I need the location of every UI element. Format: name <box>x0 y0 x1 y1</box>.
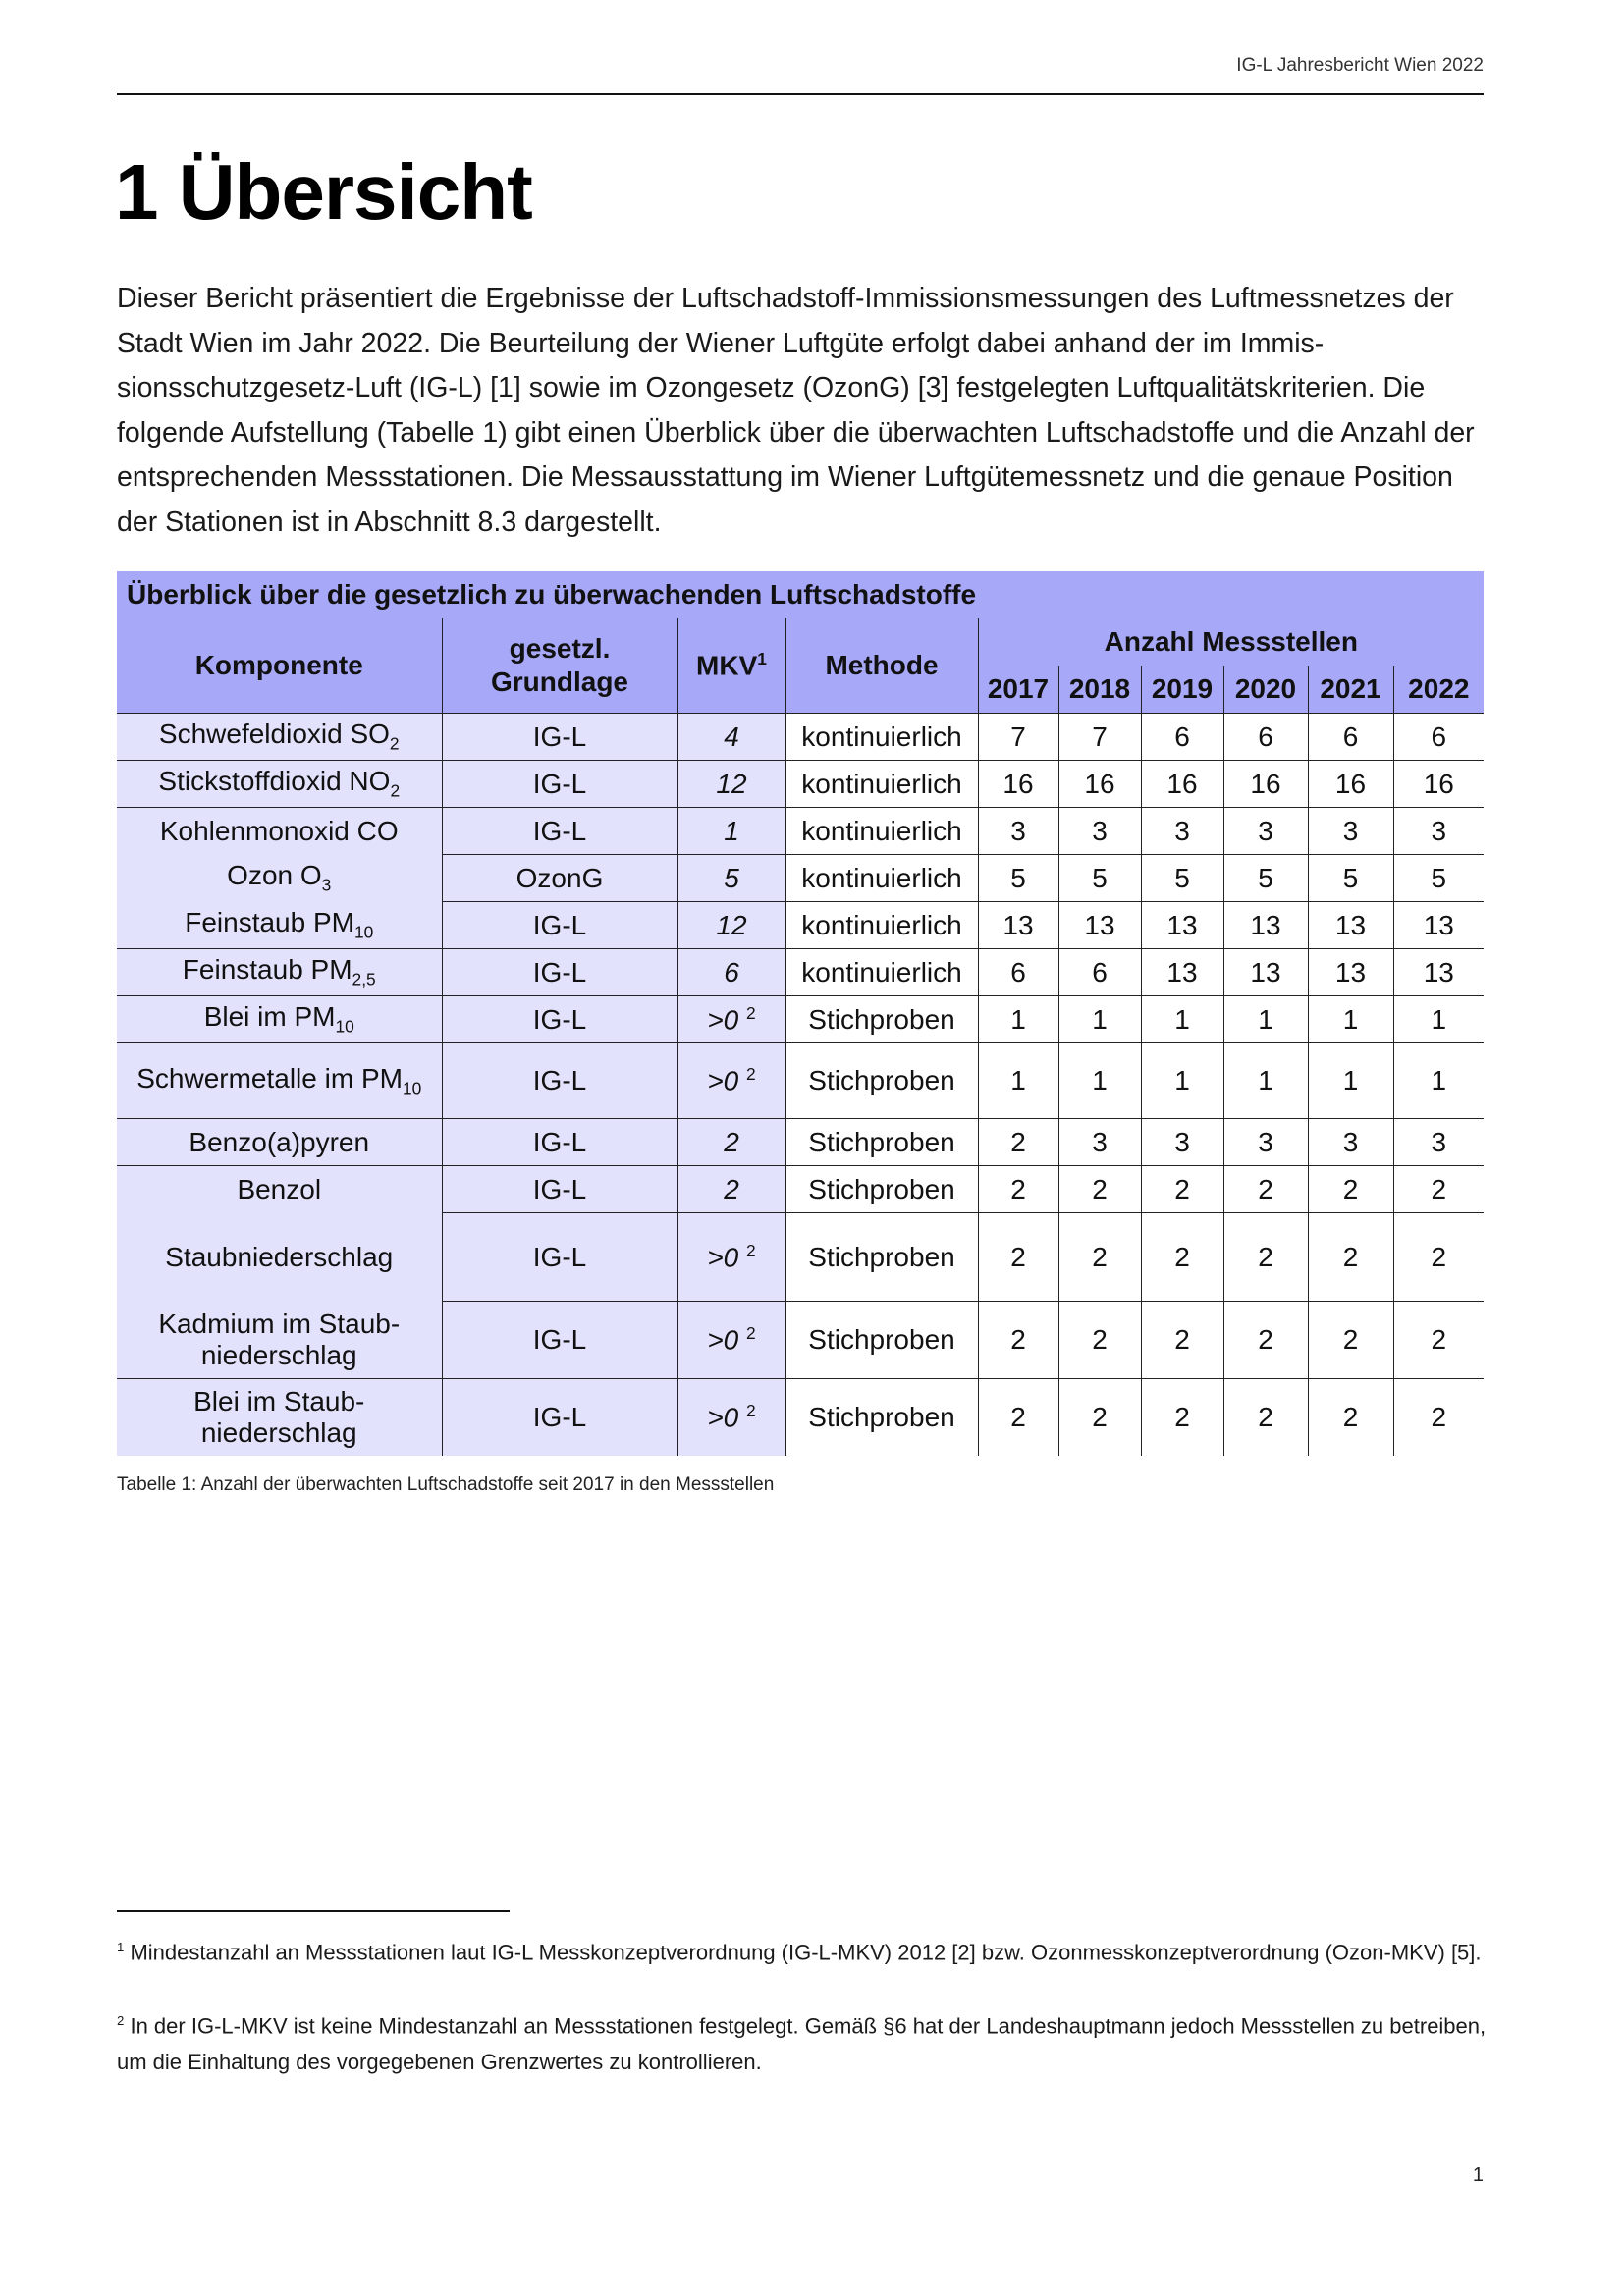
mkv-footnote-mark: 2 <box>746 1401 756 1421</box>
cell-count: 3 <box>1393 808 1484 855</box>
cell-mkv <box>677 949 785 996</box>
cell-mkv <box>677 1119 785 1166</box>
intro-paragraph: Dieser Bericht präsentiert die Ergebnisse der Luftschadstoff-Immissionsmessungen des Luftmessnetzes der Stadt Wien im Jahr 2022. Die Beurteilung der Wiener Luftgüte erfolgt dabei anhand der im Immissionsschutzgesetz-Luft (IG-L) [1] sowie im Ozongesetz (OzonG) [3] festgelegten Luftqualitätskriterien. Die folgende Aufstellung (Tabelle 1) gibt einen Überblick über die überwachten Luftschadstoffe und die Anzahl der entsprechenden Messstationen. Die Messausstattung im Wiener Luftgütemessnetz und die genaue Position der Stationen ist in Abschnitt 8.3 dargestellt. <box>117 283 1475 538</box>
komponente-subscript: 3 <box>321 875 332 895</box>
cell-count: 2 <box>1058 1213 1141 1302</box>
cell-komponente <box>117 1379 442 1457</box>
table-row <box>117 949 1484 996</box>
mkv-value: >0 <box>707 1242 739 1273</box>
cell-count: 2 <box>1223 1379 1308 1457</box>
table-row <box>117 1043 1484 1119</box>
komponente-name: Benzol <box>237 1173 322 1204</box>
cell-mkv <box>677 808 785 855</box>
table-row <box>117 1119 1484 1166</box>
cell-count: 5 <box>1141 855 1223 902</box>
cell-count: 2 <box>978 1302 1058 1379</box>
cell-count: 13 <box>978 902 1058 949</box>
cell-count: 2 <box>978 1213 1058 1302</box>
cell-grundlage: IG-L <box>442 1119 677 1166</box>
komponente-subscript: 2,5 <box>352 969 376 989</box>
cell-count: 1 <box>1058 996 1141 1043</box>
cell-mkv <box>677 761 785 808</box>
table-header-row <box>117 618 1484 666</box>
cell-count: 1 <box>1308 996 1393 1043</box>
header-year: 2019 <box>1141 666 1223 714</box>
cell-grundlage: IG-L <box>442 1043 677 1119</box>
cell-count: 13 <box>1223 949 1308 996</box>
cell-count: 13 <box>1141 902 1223 949</box>
cell-komponente <box>117 1043 442 1119</box>
cell-grundlage: IG-L <box>442 902 677 949</box>
cell-komponente <box>117 949 442 996</box>
cell-komponente <box>117 1213 442 1302</box>
header-komponente: Komponente <box>117 618 442 714</box>
cell-count: 1 <box>1223 996 1308 1043</box>
header-anzahl: Anzahl Messstellen <box>978 618 1484 666</box>
cell-count: 13 <box>1308 902 1393 949</box>
cell-count: 2 <box>1141 1302 1223 1379</box>
cell-count: 3 <box>1223 808 1308 855</box>
cell-grundlage: IG-L <box>442 1379 677 1457</box>
cell-count: 2 <box>1393 1166 1484 1213</box>
cell-count: 3 <box>1308 1119 1393 1166</box>
mkv-value: 12 <box>716 909 747 940</box>
cell-grundlage: IG-L <box>442 949 677 996</box>
cell-count: 2 <box>1223 1166 1308 1213</box>
cell-count: 2 <box>1308 1302 1393 1379</box>
cell-mkv <box>677 1213 785 1302</box>
cell-count: 2 <box>1058 1379 1141 1457</box>
komponente-subscript: 2 <box>389 733 400 754</box>
mkv-footnote-mark: 2 <box>746 1323 756 1344</box>
cell-mkv <box>677 1166 785 1213</box>
mkv-value: 5 <box>724 862 739 893</box>
komponente-name: Stickstoffdioxid NO <box>158 766 391 797</box>
cell-count: 2 <box>1223 1213 1308 1302</box>
header-rule <box>117 93 1484 95</box>
page-number: 1 <box>1472 2164 1484 2186</box>
cell-count: 2 <box>1058 1166 1141 1213</box>
cell-count: 13 <box>1308 949 1393 996</box>
header-mkv-footnote-mark: 1 <box>757 649 767 669</box>
cell-count: 16 <box>1058 761 1141 808</box>
komponente-name: Feinstaub PM <box>182 954 352 986</box>
cell-count: 3 <box>1141 1119 1223 1166</box>
cell-methode: Stichproben <box>785 996 978 1043</box>
komponente-name: Kohlenmonoxid CO <box>159 815 399 846</box>
cell-methode: Stichproben <box>785 1119 978 1166</box>
cell-count: 6 <box>1308 714 1393 761</box>
cell-count: 2 <box>1308 1379 1393 1457</box>
cell-count: 5 <box>1223 855 1308 902</box>
mkv-footnote-mark: 2 <box>746 1002 756 1023</box>
table-row <box>117 714 1484 761</box>
table-row <box>117 808 1484 855</box>
cell-grundlage: IG-L <box>442 996 677 1043</box>
cell-komponente <box>117 1166 442 1213</box>
cell-count: 7 <box>978 714 1058 761</box>
cell-count: 5 <box>978 855 1058 902</box>
cell-grundlage: IG-L <box>442 714 677 761</box>
cell-komponente <box>117 855 442 902</box>
table-row <box>117 996 1484 1043</box>
cell-methode: Stichproben <box>785 1043 978 1119</box>
mkv-value: >0 <box>707 1004 739 1036</box>
komponente-name: Staubniederschlag <box>165 1241 394 1272</box>
cell-mkv <box>677 996 785 1043</box>
mkv-value: 1 <box>724 815 739 846</box>
header-year: 2017 <box>978 666 1058 714</box>
table-row <box>117 1379 1484 1457</box>
table-row <box>117 1213 1484 1302</box>
table-row <box>117 761 1484 808</box>
mkv-value: 12 <box>716 768 747 799</box>
cell-count: 1 <box>1393 996 1484 1043</box>
cell-count: 13 <box>1393 902 1484 949</box>
komponente-name: Blei im PM <box>203 1001 336 1033</box>
mkv-value: 4 <box>724 721 739 752</box>
komponente-name: Kadmium im Staub- niederschlag <box>158 1308 401 1370</box>
mkv-value: 2 <box>724 1173 739 1204</box>
cell-methode: Stichproben <box>785 1379 978 1457</box>
cell-grundlage: IG-L <box>442 1213 677 1302</box>
cell-count: 3 <box>1141 808 1223 855</box>
cell-grundlage: IG-L <box>442 1166 677 1213</box>
cell-count: 2 <box>1393 1213 1484 1302</box>
header-year: 2022 <box>1393 666 1484 714</box>
komponente-subscript: 2 <box>390 780 401 801</box>
komponente-name: Schwermetalle im PM <box>136 1062 403 1094</box>
footnote-2-mark: 2 <box>117 2013 125 2028</box>
cell-count: 2 <box>1141 1213 1223 1302</box>
cell-count: 6 <box>1141 714 1223 761</box>
cell-mkv <box>677 1043 785 1119</box>
komponente-name: Ozon O <box>227 860 322 891</box>
cell-count: 3 <box>1393 1119 1484 1166</box>
cell-count: 13 <box>1058 902 1141 949</box>
footnote-2 <box>117 2002 1487 2080</box>
cell-mkv <box>677 855 785 902</box>
mkv-value: >0 <box>707 1065 739 1096</box>
overview-table-wrapper <box>117 571 1484 1456</box>
table-row <box>117 1302 1484 1379</box>
mkv-value: >0 <box>707 1324 739 1356</box>
cell-count: 3 <box>1308 808 1393 855</box>
overview-table <box>117 571 1484 1456</box>
header-year: 2021 <box>1308 666 1393 714</box>
cell-count: 7 <box>1058 714 1141 761</box>
cell-count: 1 <box>1223 1043 1308 1119</box>
cell-count: 6 <box>1223 714 1308 761</box>
cell-mkv <box>677 1379 785 1457</box>
table-title: Überblick über die gesetzlich zu überwachenden Luftschadstoffe <box>117 571 1484 618</box>
cell-komponente <box>117 714 442 761</box>
table-title-row <box>117 571 1484 618</box>
header-year: 2020 <box>1223 666 1308 714</box>
cell-count: 2 <box>1141 1379 1223 1457</box>
cell-count: 16 <box>978 761 1058 808</box>
cell-komponente <box>117 808 442 855</box>
running-header: IG-L Jahresbericht Wien 2022 <box>1236 55 1484 76</box>
cell-count: 2 <box>1393 1302 1484 1379</box>
cell-count: 6 <box>1058 949 1141 996</box>
table-row <box>117 1166 1484 1213</box>
table-caption: Tabelle 1: Anzahl der überwachten Luftschadstoffe seit 2017 in den Messstellen <box>117 1474 775 1495</box>
cell-count: 2 <box>978 1166 1058 1213</box>
cell-count: 3 <box>978 808 1058 855</box>
cell-count: 1 <box>1308 1043 1393 1119</box>
cell-count: 13 <box>1141 949 1223 996</box>
cell-komponente <box>117 1302 442 1379</box>
table-row <box>117 855 1484 902</box>
cell-count: 2 <box>1223 1302 1308 1379</box>
cell-methode: kontinuierlich <box>785 761 978 808</box>
komponente-name: Schwefeldioxid SO <box>158 719 390 750</box>
header-grundlage: gesetzl. Grundlage <box>442 618 677 714</box>
cell-count: 2 <box>1393 1379 1484 1457</box>
cell-count: 5 <box>1308 855 1393 902</box>
cell-count: 16 <box>1393 761 1484 808</box>
cell-grundlage: IG-L <box>442 1302 677 1379</box>
cell-komponente <box>117 761 442 808</box>
komponente-subscript: 10 <box>353 922 374 942</box>
cell-methode: Stichproben <box>785 1302 978 1379</box>
cell-count: 5 <box>1393 855 1484 902</box>
komponente-name: Blei im Staub- niederschlag <box>193 1386 365 1448</box>
cell-count: 3 <box>1058 808 1141 855</box>
footnote-rule <box>117 1910 510 1912</box>
footnote-1-mark: 1 <box>117 1940 125 1954</box>
cell-mkv <box>677 902 785 949</box>
cell-count: 1 <box>1058 1043 1141 1119</box>
table-row <box>117 902 1484 949</box>
cell-methode: kontinuierlich <box>785 902 978 949</box>
header-year: 2018 <box>1058 666 1141 714</box>
cell-komponente <box>117 902 442 949</box>
cell-mkv <box>677 1302 785 1379</box>
cell-count: 1 <box>1141 996 1223 1043</box>
cell-count: 2 <box>1308 1213 1393 1302</box>
table-body <box>117 714 1484 1457</box>
komponente-name: Feinstaub PM <box>185 906 354 937</box>
header-mkv <box>677 618 785 714</box>
header-methode: Methode <box>785 618 978 714</box>
cell-methode: Stichproben <box>785 1166 978 1213</box>
cell-komponente <box>117 996 442 1043</box>
cell-count: 2 <box>1308 1166 1393 1213</box>
komponente-subscript: 10 <box>402 1078 422 1098</box>
cell-count: 13 <box>1223 902 1308 949</box>
cell-methode: Stichproben <box>785 1213 978 1302</box>
cell-count: 6 <box>978 949 1058 996</box>
cell-count: 1 <box>978 996 1058 1043</box>
cell-count: 3 <box>1223 1119 1308 1166</box>
mkv-footnote-mark: 2 <box>746 1240 756 1260</box>
cell-count: 6 <box>1393 714 1484 761</box>
cell-count: 5 <box>1058 855 1141 902</box>
cell-methode: kontinuierlich <box>785 855 978 902</box>
cell-count: 2 <box>978 1379 1058 1457</box>
header-mkv-label: MKV <box>696 650 758 681</box>
cell-methode: kontinuierlich <box>785 714 978 761</box>
mkv-value: 2 <box>724 1126 739 1157</box>
komponente-name: Benzo(a)pyren <box>189 1126 370 1157</box>
komponente-subscript: 10 <box>335 1016 354 1037</box>
cell-count: 2 <box>1141 1166 1223 1213</box>
cell-count: 2 <box>1058 1302 1141 1379</box>
cell-count: 16 <box>1308 761 1393 808</box>
cell-komponente <box>117 1119 442 1166</box>
mkv-value: >0 <box>707 1402 739 1433</box>
footnote-1-text: Mindestanzahl an Messstationen laut IG-L Messkonzeptverordnung (IG-L-MKV) 2012 [2] bzw. Ozonmesskonzeptverordnung (Ozon-MKV) [5]. <box>130 1940 1482 1965</box>
cell-count: 1 <box>978 1043 1058 1119</box>
cell-count: 1 <box>1141 1043 1223 1119</box>
page-title: 1 Übersicht <box>115 148 532 236</box>
cell-count: 16 <box>1141 761 1223 808</box>
cell-grundlage: OzonG <box>442 855 677 902</box>
mkv-value: 6 <box>724 956 739 988</box>
cell-count: 1 <box>1393 1043 1484 1119</box>
cell-grundlage: IG-L <box>442 808 677 855</box>
cell-mkv <box>677 714 785 761</box>
mkv-footnote-mark: 2 <box>746 1064 756 1085</box>
cell-count: 13 <box>1393 949 1484 996</box>
footnote-1 <box>117 1929 1487 1970</box>
cell-methode: kontinuierlich <box>785 949 978 996</box>
cell-grundlage: IG-L <box>442 761 677 808</box>
cell-count: 3 <box>1058 1119 1141 1166</box>
cell-methode: kontinuierlich <box>785 808 978 855</box>
cell-count: 16 <box>1223 761 1308 808</box>
cell-count: 2 <box>978 1119 1058 1166</box>
footnote-2-text: In der IG-L-MKV ist keine Mindestanzahl an Messstationen festgelegt. Gemäß §6 hat der Landeshauptmann jedoch Messstellen zu betreiben, um die Einhaltung des vorgegebenen Grenzwertes zu kontrollieren. <box>117 2013 1487 2075</box>
